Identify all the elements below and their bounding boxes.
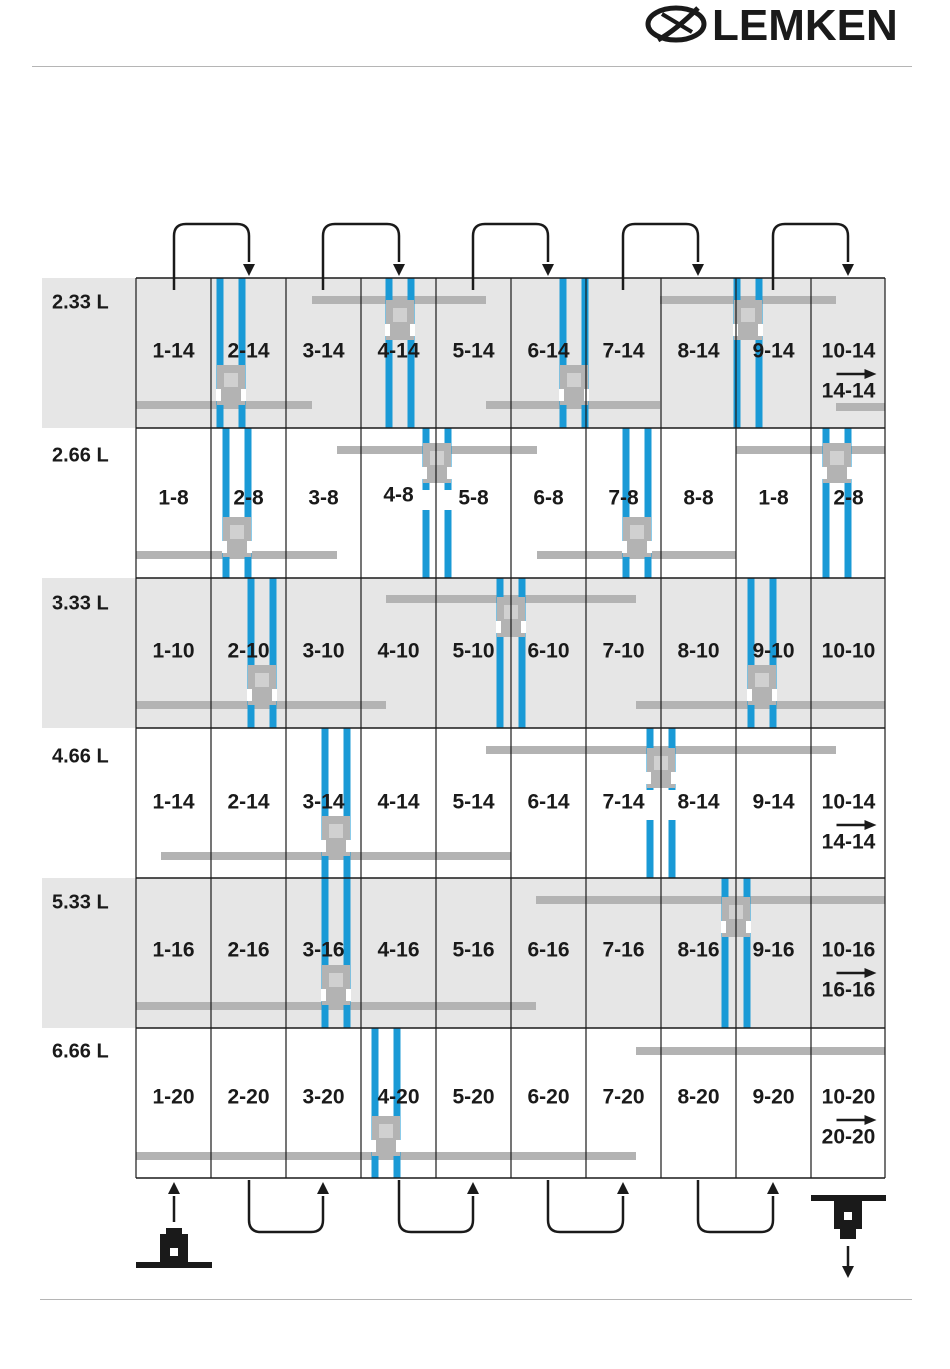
tractor-wheel — [822, 467, 827, 479]
transition-label: 14-14 — [821, 830, 876, 854]
tractor-cab — [329, 973, 343, 987]
cell-label: 4-14 — [377, 790, 420, 814]
cell-label: 9-16 — [752, 938, 795, 962]
tramline-bar — [536, 896, 885, 904]
wheel-track-line — [445, 510, 452, 578]
cell-label: 10-20 — [821, 1085, 876, 1109]
tractor-icon — [747, 665, 777, 705]
row-label: 3.33 L — [52, 592, 109, 615]
wheel-track-line — [217, 278, 224, 428]
brand-name: LEMKEN — [712, 1, 898, 50]
tractor-axle — [811, 1195, 886, 1201]
tractor-wheel — [222, 541, 227, 553]
tractor-wheel — [622, 541, 627, 553]
row-label: 4.66 L — [52, 745, 109, 768]
cell-label: 8-16 — [677, 938, 720, 962]
cell-label: 3-16 — [302, 938, 345, 962]
top-turn-arrowhead — [393, 264, 405, 276]
tractor-wheel — [647, 541, 652, 553]
tractor-wheel — [396, 1140, 401, 1152]
cell-label: 7-14 — [602, 790, 645, 814]
tractor-cab — [224, 373, 238, 387]
wheel-track-line — [582, 278, 589, 428]
tractor-wheel — [346, 840, 351, 852]
exit-tractor-icon — [811, 1195, 886, 1239]
cell-label: 7-10 — [602, 639, 645, 663]
tractor-wheel — [746, 921, 751, 933]
cell-label: 8-8 — [683, 486, 714, 510]
transition-arrowhead — [865, 1115, 877, 1125]
cell-label: 3-10 — [302, 639, 345, 663]
cell-label: 7-8 — [608, 486, 639, 510]
tractor-icon — [247, 665, 277, 705]
wheel-track-line — [344, 878, 351, 1028]
tractor-window — [844, 1212, 852, 1220]
transition-label: 16-16 — [821, 978, 876, 1002]
tractor-cab — [830, 451, 844, 465]
cell-label: 2-10 — [227, 639, 270, 663]
transition-label: 20-20 — [821, 1125, 876, 1149]
cell-label: 8-14 — [677, 790, 720, 814]
cell-label: 1-20 — [152, 1085, 195, 1109]
cell-label: 5-8 — [458, 486, 489, 510]
cell-label: 2-14 — [227, 790, 270, 814]
cell-label: 3-8 — [308, 486, 339, 510]
tractor-cab — [430, 451, 444, 465]
tractor-cab — [255, 673, 269, 687]
bottom-turn-arrowhead — [617, 1182, 629, 1194]
cell-label: 2-14 — [227, 339, 270, 363]
bottom-turn-arrow — [698, 1180, 773, 1232]
cell-label: 6-14 — [527, 790, 570, 814]
cell-label: 6-8 — [533, 486, 564, 510]
bottom-turn-arrow — [399, 1180, 473, 1232]
tractor-wheel — [772, 689, 777, 701]
cell-label: 4-8 — [383, 483, 414, 507]
cell-label: 1-14 — [152, 790, 195, 814]
cell-label: 2-8 — [233, 486, 264, 510]
tractor-wheel — [247, 689, 252, 701]
cell-label: 10-10 — [821, 639, 876, 663]
tractor-cab — [741, 308, 755, 322]
top-turn-arrowhead — [243, 264, 255, 276]
cell-label: 9-10 — [752, 639, 795, 663]
top-turn-arrowhead — [542, 264, 554, 276]
cell-label: 6-20 — [527, 1085, 570, 1109]
tractor-cab — [840, 1229, 856, 1239]
tractor-wheel — [422, 467, 427, 479]
cell-label: 4-10 — [377, 639, 420, 663]
tractor-wheel — [241, 389, 246, 401]
tractor-icon — [385, 300, 415, 340]
tractor-cab — [329, 824, 343, 838]
cell-label: 6-14 — [527, 339, 570, 363]
bottom-turn-arrowhead — [467, 1182, 479, 1194]
cell-label: 1-14 — [152, 339, 195, 363]
tractor-wheel — [559, 389, 564, 401]
tractor-wheel — [847, 467, 852, 479]
cell-label: 10-14 — [821, 790, 876, 814]
top-turn-arrowhead — [692, 264, 704, 276]
cell-label: 10-14 — [821, 339, 876, 363]
transition-label: 14-14 — [821, 379, 876, 403]
cell-label: 2-8 — [833, 486, 864, 510]
cell-label: 3-20 — [302, 1085, 345, 1109]
tractor-wheel — [410, 324, 415, 336]
row-label: 5.33 L — [52, 891, 109, 914]
exit-arrowhead — [842, 1266, 854, 1278]
tractor-cab — [166, 1228, 182, 1236]
cell-label: 2-20 — [227, 1085, 270, 1109]
tramline-bar — [836, 403, 885, 411]
tractor-window — [170, 1248, 178, 1256]
tractor-icon — [371, 1116, 401, 1156]
cell-label: 4-14 — [377, 339, 420, 363]
tractor-wheel — [321, 840, 326, 852]
tractor-wheel — [671, 772, 676, 784]
tractor-icon — [422, 443, 452, 483]
cell-label: 5-14 — [452, 790, 495, 814]
cell-label: 3-14 — [302, 790, 345, 814]
tractor-wheel — [321, 989, 326, 1001]
cell-label: 7-16 — [602, 938, 645, 962]
tractor-icon — [622, 517, 652, 557]
cell-label: 8-14 — [677, 339, 720, 363]
cell-label: 1-8 — [758, 486, 789, 510]
tractor-wheel — [247, 541, 252, 553]
row-label: 6.66 L — [52, 1040, 109, 1063]
bottom-turn-arrowhead — [317, 1182, 329, 1194]
tractor-cab — [230, 525, 244, 539]
tractor-cab — [567, 373, 581, 387]
cell-label: 2-16 — [227, 938, 270, 962]
cell-label: 9-14 — [752, 339, 795, 363]
row-label: 2.33 L — [52, 291, 109, 314]
tractor-icon — [559, 365, 589, 405]
bottom-turn-arrowhead — [767, 1182, 779, 1194]
cell-label: 9-14 — [752, 790, 795, 814]
cell-label: 5-16 — [452, 938, 495, 962]
cell-label: 6-10 — [527, 639, 570, 663]
tractor-wheel — [521, 621, 526, 633]
cell-label: 9-20 — [752, 1085, 795, 1109]
cell-label: 1-16 — [152, 938, 195, 962]
tractor-icon — [733, 300, 763, 340]
cell-label: 1-8 — [158, 486, 189, 510]
tractor-wheel — [747, 689, 752, 701]
tractor-icon — [822, 443, 852, 483]
top-turn-arrowhead — [842, 264, 854, 276]
cell-label: 7-20 — [602, 1085, 645, 1109]
tractor-cab — [393, 308, 407, 322]
tractor-wheel — [496, 621, 501, 633]
cell-label: 10-16 — [821, 938, 876, 962]
tractor-icon — [321, 816, 351, 856]
tractor-wheel — [447, 467, 452, 479]
cell-label: 6-16 — [527, 938, 570, 962]
bottom-divider — [40, 1299, 912, 1300]
entry-arrowhead — [168, 1182, 180, 1194]
tractor-wheel — [385, 324, 390, 336]
transition-arrowhead — [865, 820, 877, 830]
cell-label: 7-14 — [602, 339, 645, 363]
tractor-wheel — [216, 389, 221, 401]
cell-label: 8-10 — [677, 639, 720, 663]
cell-label: 5-20 — [452, 1085, 495, 1109]
tractor-icon — [321, 965, 351, 1005]
tractor-wheel — [758, 324, 763, 336]
bottom-turn-arrow — [548, 1180, 623, 1232]
wheel-track-line — [423, 510, 430, 578]
tramline-bar — [636, 1047, 885, 1055]
cell-label: 5-10 — [452, 639, 495, 663]
cell-label: 5-14 — [452, 339, 495, 363]
bottom-turn-arrow — [249, 1180, 323, 1232]
entry-tractor-icon — [136, 1228, 212, 1268]
tractor-wheel — [371, 1140, 376, 1152]
tractor-icon — [216, 365, 246, 405]
wheel-track-line — [647, 820, 654, 878]
wheel-track-line — [270, 578, 277, 728]
tractor-wheel — [646, 772, 651, 784]
cell-label: 1-10 — [152, 639, 195, 663]
row-label: 2.66 L — [52, 444, 109, 467]
cell-label: 4-16 — [377, 938, 420, 962]
tractor-cab — [379, 1124, 393, 1138]
wheel-track-line — [669, 820, 676, 878]
cell-label: 3-14 — [302, 339, 345, 363]
tractor-cab — [755, 673, 769, 687]
tractor-cab — [630, 525, 644, 539]
cell-label: 4-20 — [377, 1085, 420, 1109]
tractor-icon — [222, 517, 252, 557]
cell-label: 8-20 — [677, 1085, 720, 1109]
tractor-wheel — [346, 989, 351, 1001]
tractor-wheel — [272, 689, 277, 701]
tractor-axle — [136, 1262, 212, 1268]
tractor-wheel — [721, 921, 726, 933]
